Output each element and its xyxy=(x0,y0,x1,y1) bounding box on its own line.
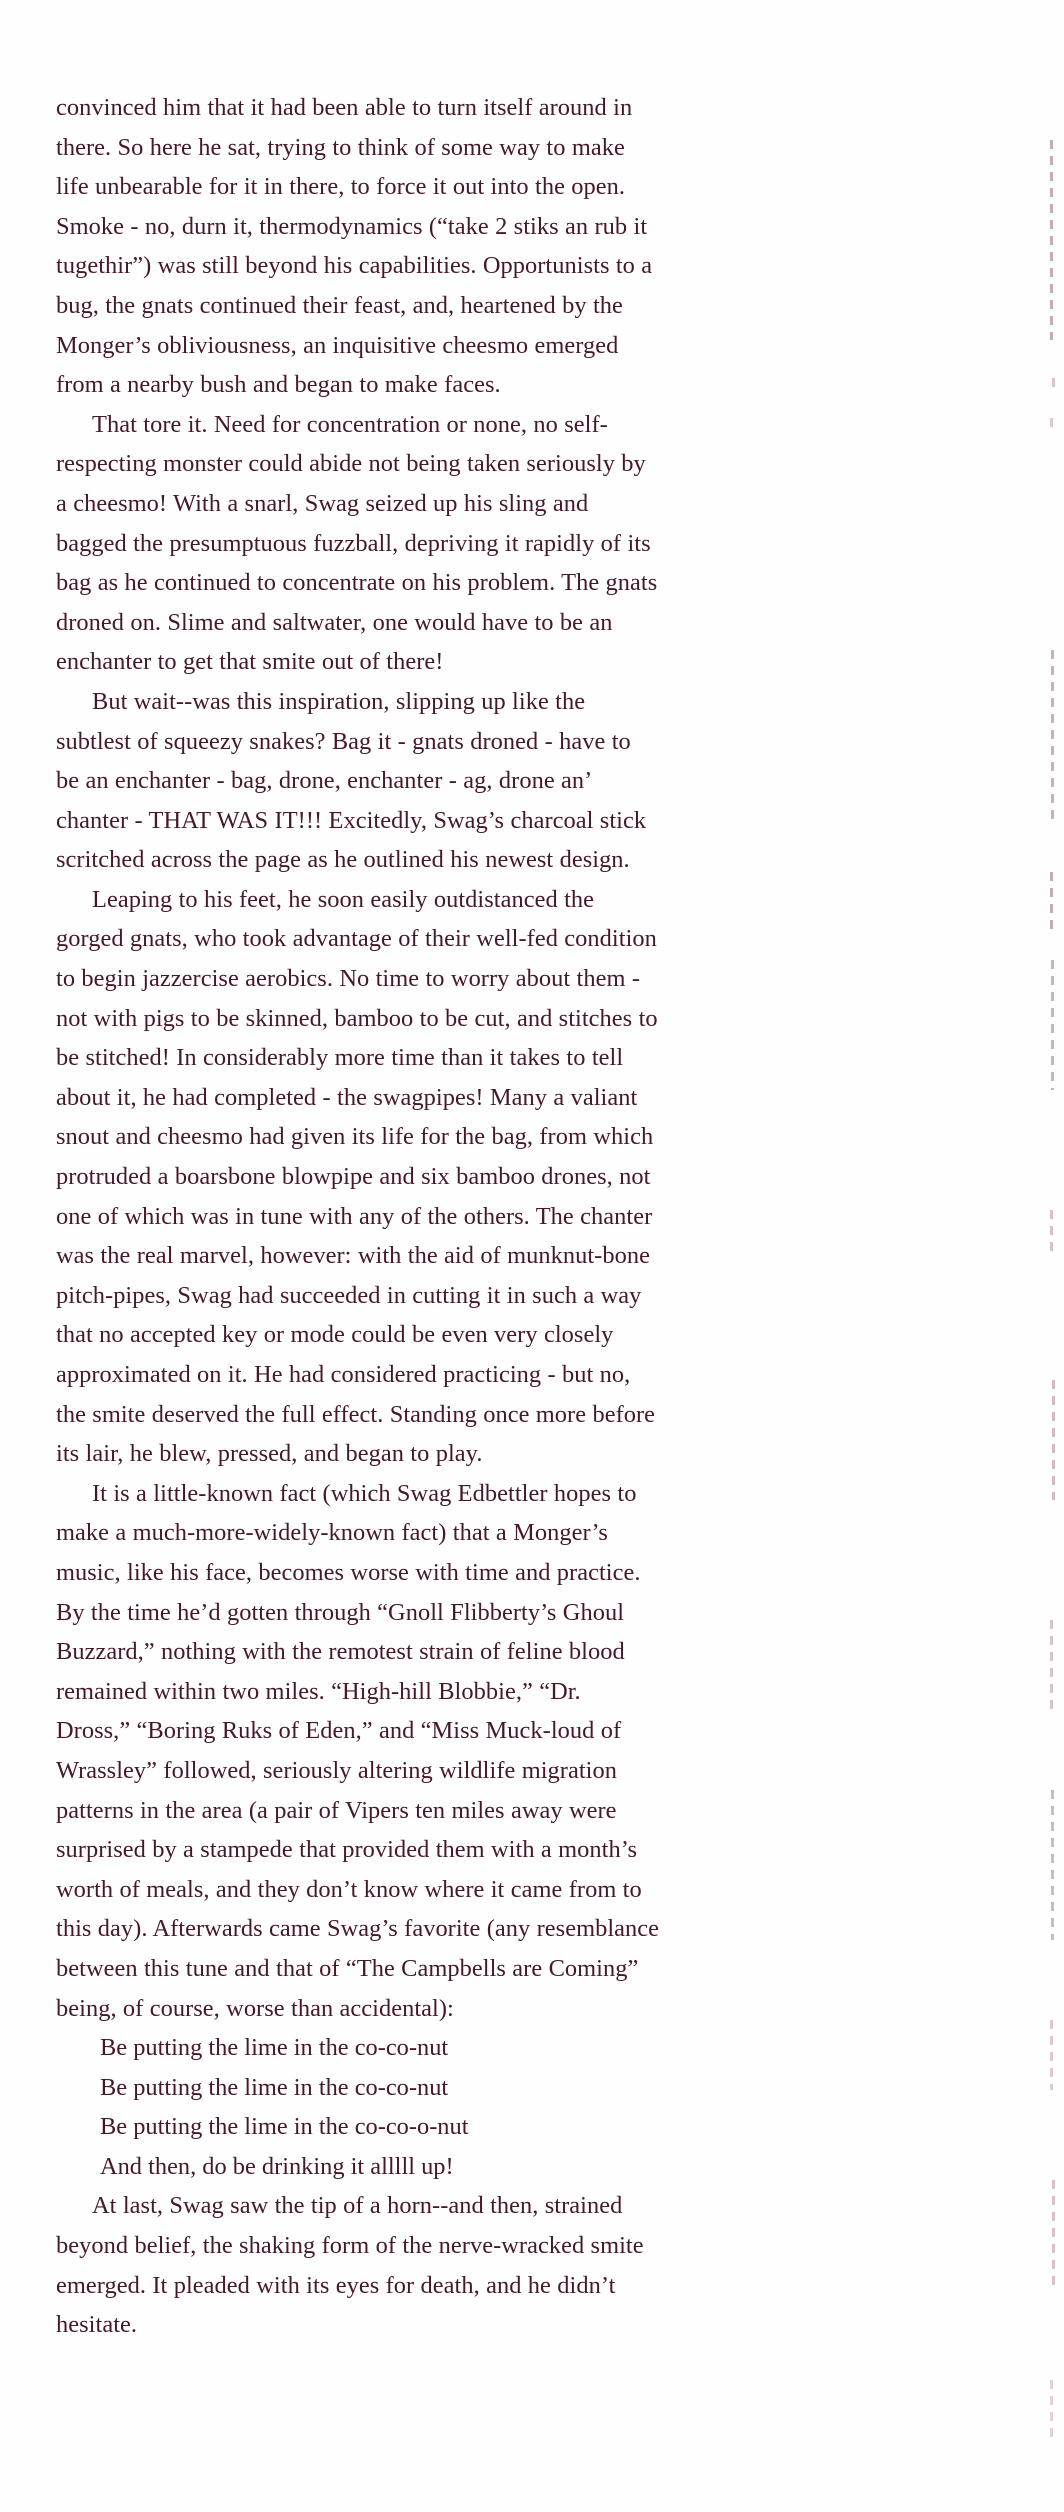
lyric-line: Be putting the lime in the co-co-nut xyxy=(100,2073,449,2101)
scan-artifact-line xyxy=(1050,1210,1053,1256)
scan-artifact-line xyxy=(1050,2380,1053,2440)
lyric-line: Be putting the lime in the co-co-nut xyxy=(100,2034,449,2062)
scan-artifact-line xyxy=(1051,650,1054,820)
scan-artifact-line xyxy=(1050,872,1053,932)
scan-artifact-line xyxy=(1052,2180,1055,2290)
paragraph-that-tore-it: That tore it. Need for concentration or none, no self-respecting monster could abide not being taken seriously by a cheesmo! With a snarl, Swag seized up his sling and bagged the presumptuous fuzzball, depriving it rapidly of its bag as he continued to concentrate on his problem. The gnats droned on. Slime and saltwater, one would have to be an enchanter to get that smite out of there! xyxy=(56,410,658,676)
song-lyrics-block xyxy=(56,2028,660,2186)
body-text-column xyxy=(56,88,660,2345)
scan-artifact-line xyxy=(1051,960,1054,1090)
scan-artifact-line xyxy=(1052,1380,1055,1500)
paragraph-leaping: Leaping to his feet, he soon easily outdistanced the gorged gnats, who took advantage of their well-fed condition to begin jazzercise aerobics. No time to worry about them - not with pigs to be skinned, bamboo to be cut, and stitches to be stitched! In considerably more time than it takes to tell about it, he had completed - the swagpipes! Many a valiant snout and cheesmo had given its life for the bag, from which protruded a boarsbone blowpipe and six bamboo drones, not one of which was in tune with any of the others. The chanter was the real marvel, however: with the aid of munknut-bone pitch-pipes, Swag had succeeded in cutting it in such a way that no accepted key or mode could be even very closely approximated on it. He had considered practicing - but no, the smite deserved the full effect. Standing once more before its lair, he blew, pressed, and began to play. xyxy=(56,885,658,1468)
scan-artifact-line xyxy=(1052,378,1055,390)
paragraph-at-last: At last, Swag saw the tip of a horn--and then, strained beyond belief, the shaking form of the nerve-wracked smite emerged. It pleaded with its eyes for death, and he didn’t hesitate. xyxy=(56,2192,644,2339)
scan-artifact-line xyxy=(1050,418,1053,428)
scan-artifact-line xyxy=(1050,2020,1053,2090)
paragraph-continuation: convinced him that it had been able to turn itself around in there. So here he sat, trying to think of some way to make life unbearable for it in there, to force it out into the open. Smoke - no, durn it, thermodynamics (“take 2 stiks an rub it tugethir”) was still beyond his capabilities. Opportunists to a bug, the gnats continued their feast, and, heartened by the Monger’s obliviousness, an inquisitive cheesmo emerged from a nearby bush and began to make faces. xyxy=(56,94,653,399)
paragraph-little-known-fact: It is a little-known fact (which Swag Edbettler hopes to make a much-more-widely-known fact) that a Monger’s music, like his face, becomes worse with time and practice. By the time he’d gotten through “Gnoll Flibberty’s Ghoul Buzzard,” nothing with the remotest strain of feline blood remained within two miles. “High-hill Blobbie,” “Dr. Dross,” “Boring Ruks of Eden,” and “Miss Muck-loud of Wrassley” followed, seriously altering wildlife migration patterns in the area (a pair of Vipers ten miles away were surprised by a stampede that provided them with a month’s worth of meals, and they don’t know where it came from to this day). Afterwards came Swag’s favorite (any resemblance between this tune and that of “The Campbells are Coming” being, of course, worse than accidental): xyxy=(56,1479,660,2022)
lyric-line: And then, do be drinking it alllll up! xyxy=(100,2152,454,2180)
lyric-line: Be putting the lime in the co-co-o-nut xyxy=(100,2113,469,2141)
scan-artifact-line xyxy=(1050,1620,1053,1710)
scan-artifact-line xyxy=(1051,1790,1054,1940)
paragraph-but-wait: But wait--was this inspiration, slipping up like the subtlest of squeezy snakes? Bag it - gnats droned - have to be an enchanter - bag, drone, enchanter - ag, drone an’ chanter - THAT WAS IT!!! Excitedly, Swag’s charcoal stick scritched across the page as he outlined his newest design. xyxy=(56,687,647,874)
scan-artifact-line xyxy=(1050,140,1053,340)
